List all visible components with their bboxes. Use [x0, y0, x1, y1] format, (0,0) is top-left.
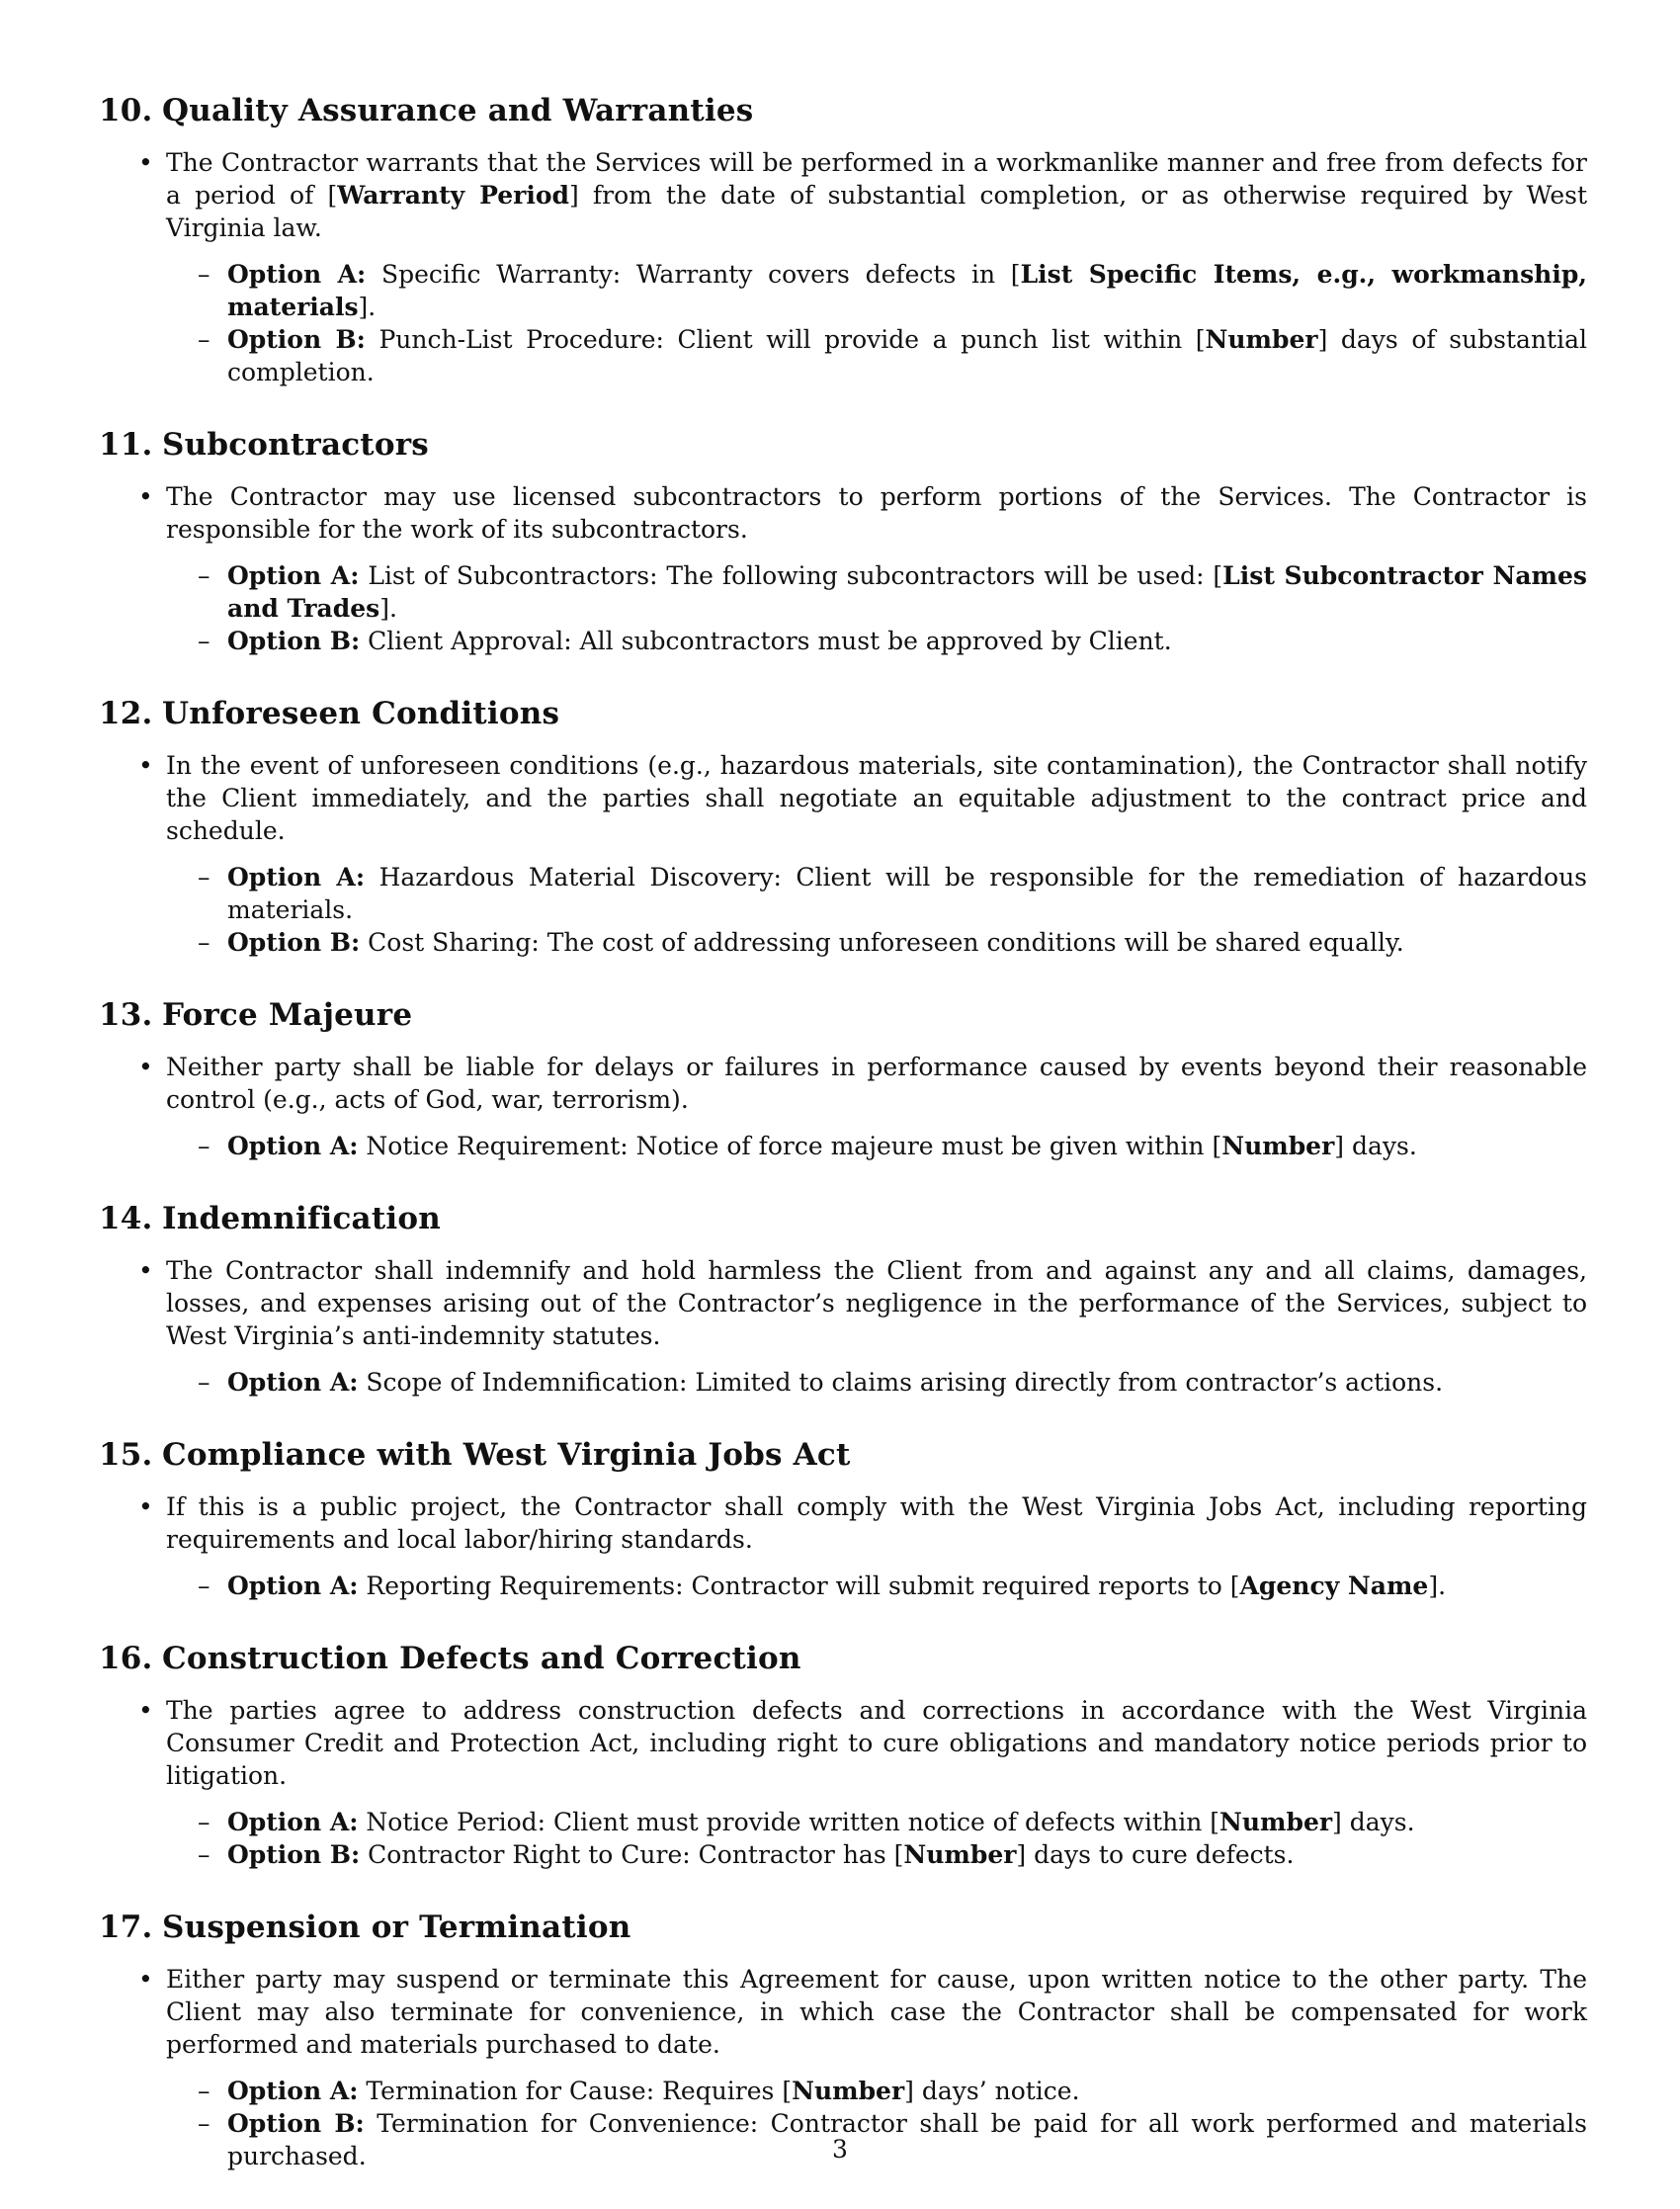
option-run: Notice Period: Client must provide written notice of defects within [	[358, 1808, 1219, 1836]
option-item	[99, 559, 1587, 625]
section	[99, 425, 1587, 657]
section-title: Construction Defects and Correction	[162, 1641, 801, 1676]
option-label: Option A:	[227, 863, 366, 892]
option-label: Option A:	[227, 561, 360, 590]
option-run: Punch-List Procedure: Client will provide a punch list within [	[365, 325, 1206, 354]
clause-run: If this is a public project, the Contractor shall comply with the West Virginia Jobs Act, including reporting requirements and local labor/hiring standards.	[166, 1492, 1587, 1554]
option-run: Client Approval: All subcontractors must be approved by Client.	[360, 627, 1172, 655]
clause-text	[99, 1490, 1587, 1556]
section-title: Subcontractors	[162, 427, 429, 463]
option-run: List of Subcontractors: The following subcontractors will be used: [	[359, 561, 1223, 590]
option-run: Reporting Requirements: Contractor will submit required reports to [	[358, 1572, 1240, 1600]
section-number: 15.	[99, 1437, 153, 1473]
section-number: 17.	[99, 1910, 153, 1945]
option-run: Scope of Indemnification: Limited to claims arising directly from contractor’s actions.	[358, 1368, 1444, 1397]
option-label: Option B:	[227, 2109, 365, 2138]
clause-text	[99, 1694, 1587, 1792]
section	[99, 995, 1587, 1162]
bullet-icon: •	[138, 1053, 153, 1081]
document-body	[99, 91, 1587, 2209]
option-item	[99, 323, 1587, 388]
dash-icon: –	[198, 2109, 210, 2138]
option-run: ].	[379, 594, 397, 623]
section-title: Compliance with West Virginia Jobs Act	[162, 1437, 851, 1473]
option-run: Contractor Right to Cure: Contractor has [	[360, 1840, 904, 1869]
dash-icon: –	[198, 1572, 210, 1600]
option-item	[99, 861, 1587, 926]
section-number: 12.	[99, 696, 153, 731]
clause-run: The Contractor shall indemnify and hold harmless the Client from and against any and all claims, damages, losses, and expenses arising out of the Contractor’s negligence in the performance of the Services, subject to West Virginia’s anti-indemnity statutes.	[166, 1256, 1587, 1350]
dash-icon: –	[198, 1808, 210, 1836]
section-heading	[99, 425, 1587, 465]
clause-run: ] from the date of substantial completion, or as otherwise required by West Virginia law.	[166, 181, 1587, 242]
clause-text	[99, 480, 1587, 546]
dash-icon: –	[198, 561, 210, 590]
section-heading	[99, 91, 1587, 130]
option-item	[99, 1806, 1587, 1838]
page-number: 3	[832, 2135, 848, 2164]
bullet-icon: •	[138, 148, 153, 177]
option-item	[99, 625, 1587, 657]
section	[99, 1435, 1587, 1602]
option-run: Hazardous Material Discovery: Client will be responsible for the remediation of hazardous materials.	[227, 863, 1587, 924]
clause-run: The parties agree to address construction defects and corrections in accordance with the West Virginia Consumer Credit and Protection Act, including right to cure obligations and mandatory notice periods prior to litigation.	[166, 1696, 1587, 1790]
option-label: Option A:	[227, 1572, 359, 1600]
dash-icon: –	[198, 863, 210, 892]
option-label: Option B:	[227, 928, 361, 957]
option-item	[99, 1130, 1587, 1162]
section-title: Unforeseen Conditions	[162, 696, 560, 731]
option-run: ].	[1428, 1572, 1447, 1600]
option-label: Option A:	[227, 1132, 359, 1160]
section	[99, 1199, 1587, 1399]
option-label: Option A:	[227, 1368, 359, 1397]
bullet-icon: •	[138, 1965, 153, 1994]
placeholder-field: Number	[792, 2077, 905, 2105]
placeholder-field: Number	[1219, 1808, 1333, 1836]
section-title: Suspension or Termination	[162, 1910, 631, 1945]
placeholder-field: Number	[1221, 1132, 1335, 1160]
option-label: Option A:	[227, 260, 367, 289]
clause-text	[99, 749, 1587, 847]
section-number: 14.	[99, 1201, 153, 1236]
section-heading	[99, 1435, 1587, 1475]
clause-run: In the event of unforeseen conditions (e.g., hazardous materials, site contamination), the Contractor shall notify the Client immediately, and the parties shall negotiate an equitable adjustment to the contract price and schedule.	[166, 751, 1587, 845]
option-label: Option B:	[227, 325, 366, 354]
option-run: Termination for Convenience: Contractor shall be paid for all work performed and materials purchased.	[227, 2109, 1588, 2170]
option-run: ].	[358, 293, 377, 321]
option-run: Specific Warranty: Warranty covers defects in [	[366, 260, 1021, 289]
option-run: Cost Sharing: The cost of addressing unforeseen conditions will be shared equally.	[360, 928, 1404, 957]
option-run: ] days to cure defects.	[1016, 1840, 1295, 1869]
clause-run: Either party may suspend or terminate this Agreement for cause, upon written notice to the other party. The Client may also terminate for convenience, in which case the Contractor shall be compensated for work performed and materials purchased to date.	[166, 1965, 1587, 2059]
option-item	[99, 1838, 1587, 1871]
bullet-icon: •	[138, 1696, 153, 1725]
bullet-icon: •	[138, 1492, 153, 1521]
option-item	[99, 926, 1587, 959]
clause-run: The Contractor warrants that the Services will be performed in a workmanlike manner and free from defects for a period of [	[166, 148, 1587, 210]
section-number: 10.	[99, 93, 153, 128]
option-run: ] days’ notice.	[904, 2077, 1080, 2105]
section-heading	[99, 1199, 1587, 1238]
section-number: 11.	[99, 427, 153, 463]
option-list	[99, 1806, 1587, 1871]
option-label: Option B:	[227, 1840, 361, 1869]
option-item	[99, 258, 1587, 323]
clause-run: Neither party shall be liable for delays or failures in performance caused by events beyond their reasonable control (e.g., acts of God, war, terrorism).	[166, 1053, 1587, 1114]
section-title: Force Majeure	[162, 997, 413, 1033]
section-heading	[99, 995, 1587, 1035]
bullet-icon: •	[138, 1256, 153, 1285]
option-run: ] days of substantial completion.	[227, 325, 1587, 386]
placeholder-field: Number	[903, 1840, 1017, 1869]
option-run: Notice Requirement: Notice of force majeure must be given within [	[358, 1132, 1222, 1160]
bullet-icon: •	[138, 482, 153, 511]
dash-icon: –	[198, 325, 210, 354]
placeholder-field: List Subcontractor Names and Trades	[227, 561, 1587, 623]
option-label: Option B:	[227, 627, 361, 655]
clause-text	[99, 146, 1587, 244]
option-item	[99, 1570, 1587, 1602]
placeholder-field: Agency Name	[1239, 1572, 1429, 1600]
option-item	[99, 1366, 1587, 1399]
option-label: Option A:	[227, 2077, 359, 2105]
section-number: 13.	[99, 997, 153, 1033]
bullet-icon: •	[138, 751, 153, 780]
section	[99, 1639, 1587, 1871]
section-heading	[99, 1908, 1587, 1947]
dash-icon: –	[198, 1840, 210, 1869]
dash-icon: –	[198, 2077, 210, 2105]
option-list	[99, 1366, 1587, 1399]
dash-icon: –	[198, 928, 210, 957]
option-list	[99, 1570, 1587, 1602]
option-list	[99, 559, 1587, 657]
clause-text	[99, 1051, 1587, 1116]
section-heading	[99, 1639, 1587, 1678]
placeholder-field: List Specific Items, e.g., workmanship, materials	[227, 260, 1587, 321]
clause-text	[99, 1254, 1587, 1352]
section-title: Indemnification	[162, 1201, 441, 1236]
section-title: Quality Assurance and Warranties	[162, 93, 754, 128]
placeholder-field: Warranty Period	[337, 181, 569, 210]
section	[99, 1908, 1587, 2172]
placeholder-field: Number	[1205, 325, 1318, 354]
option-run: ] days.	[1332, 1808, 1415, 1836]
clause-run: The Contractor may use licensed subcontractors to perform portions of the Services. The Contractor is responsible for the work of its subcontractors.	[166, 482, 1587, 544]
section	[99, 91, 1587, 388]
option-list	[99, 1130, 1587, 1162]
dash-icon: –	[198, 1132, 210, 1160]
clause-text	[99, 1963, 1587, 2061]
dash-icon: –	[198, 260, 210, 289]
option-item	[99, 2075, 1587, 2107]
option-list	[99, 861, 1587, 959]
dash-icon: –	[198, 1368, 210, 1397]
option-run: ] days.	[1334, 1132, 1417, 1160]
section-number: 16.	[99, 1641, 153, 1676]
option-list	[99, 258, 1587, 388]
section	[99, 694, 1587, 959]
dash-icon: –	[198, 627, 210, 655]
section-heading	[99, 694, 1587, 733]
option-run: Termination for Cause: Requires [	[358, 2077, 793, 2105]
option-label: Option A:	[227, 1808, 359, 1836]
